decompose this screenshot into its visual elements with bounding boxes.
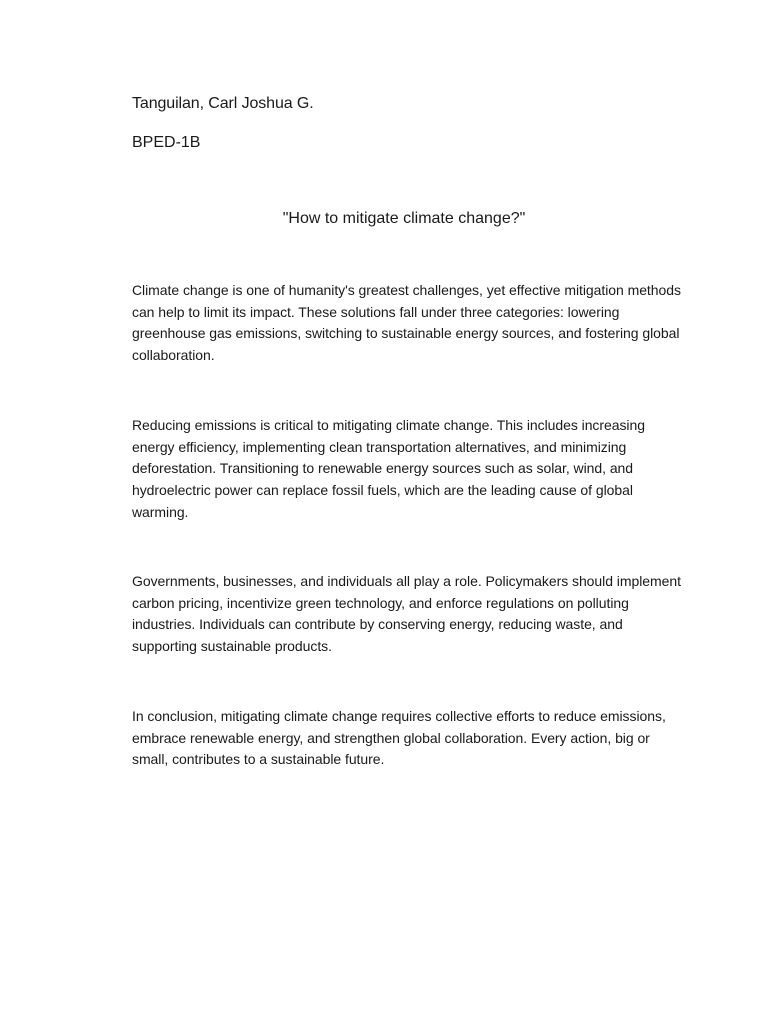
paragraph-roles: Governments, businesses, and individuals all play a role. Policymakers should implement carbon pricing, incentivize green technology, and enforce regulations on polluting industries. Individuals can contribute by conserving energy, reducing waste, and supporting sustainable products. [132,573,681,655]
paragraph-reducing-emissions: Reducing emissions is critical to mitigating climate change. This includes increasing energy efficiency, implementing clean transportation alternatives, and minimizing deforestation. Transitioning to renewable energy sources such as solar, wind, and hydroelectric power can replace fossil fuels, which are the leading cause of global warming. [132,417,645,520]
class-section: BPED-1B [132,134,201,151]
author-name: Tanguilan, Carl Joshua G. [132,95,314,112]
paragraph-introduction: Climate change is one of humanity's greatest challenges, yet effective mitigation methods can help to limit its impact. These solutions fall under three categories: lowering greenhouse gas emissions, switching to sustainable energy sources, and fostering global collaboration. [132,282,681,364]
essay-title: "How to mitigate climate change?" [282,210,526,227]
paragraph-conclusion: In conclusion, mitigating climate change requires collective efforts to reduce emissions, embrace renewable energy, and strengthen global collaboration. Every action, big or small, contributes to a sustainable future. [132,708,666,768]
